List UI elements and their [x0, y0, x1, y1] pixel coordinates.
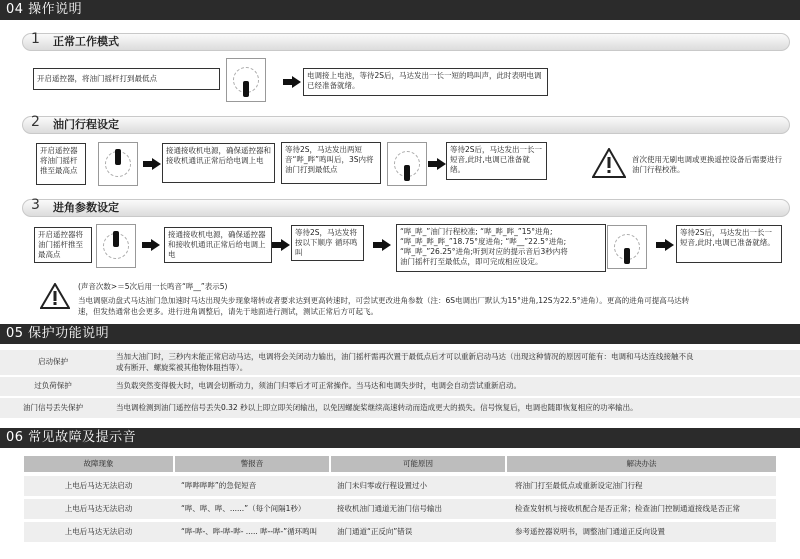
subsection-3-title: 进角参数设定 — [53, 201, 119, 214]
table-header-cause: 可能原因 — [331, 456, 505, 472]
subsection-2-title: 油门行程设定 — [53, 118, 119, 131]
sub3-step1-box: 开启遥控器将油门摇杆推至最高点 — [34, 227, 92, 263]
remote-stick-low-icon — [387, 142, 427, 186]
arrow-icon — [272, 239, 290, 251]
arrow-icon — [143, 158, 161, 170]
sub3-note-line2: 当电调驱动盘式马达油门急加速时马达出现失步现象堵转或者要求达到更高转速时，可尝试更改进角参数（注：6S电调出厂默认为15°进角,12S为22.5°进角）。更高的进角可提高马达转 — [78, 296, 690, 305]
subsection-2-number: 2 — [31, 114, 40, 130]
table-header-alarm: 警报音 — [175, 456, 329, 472]
protection-name: 启动保护 — [38, 357, 68, 366]
sub3-note-line1: (声音次数>＝5次后用一长鸣音“哔__”表示5) — [78, 282, 228, 291]
table-header-symptom: 故障现象 — [24, 456, 173, 472]
table-cell: 参考遥控器说明书，调整油门通道正反向设置 — [515, 527, 665, 536]
warning-icon — [592, 148, 626, 178]
table-cell: 上电后马达无法启动 — [64, 527, 133, 536]
protection-desc-line1: 当电调检测到油门遥控信号丢失0.32 秒以上即立即关闭输出，以免因螺旋桨继续高速转动而造成更大的损失。信号恢复后，电调也随即恢复相应的功率输出。 — [116, 403, 638, 412]
arrow-icon — [142, 239, 160, 251]
table-cell: “哔-哔-、哔-哔-哔- ..... 哔--哔-”循环鸣叫 — [181, 527, 318, 536]
arrow-icon — [373, 239, 391, 251]
subsection-2-header — [22, 116, 790, 134]
section-06-title: 06 常见故障及提示音 — [6, 430, 137, 445]
protection-row — [0, 398, 800, 418]
subsection-1-number: 1 — [31, 31, 40, 47]
table-cell: 油门通道“正反向”错误 — [337, 527, 413, 536]
table-cell: “哔哔哔哔”的急促短音 — [181, 481, 257, 490]
subsection-1-title: 正常工作模式 — [53, 35, 119, 48]
sub2-step4-box: 等待2S后，马达发出一长一短音,此时,电调已准备就绪。 — [446, 142, 547, 180]
subsection-1-header — [22, 33, 790, 51]
sub3-note-line3: 速，但发热通常也会更多。进行进角调整后，请先于地面进行测试，测试正常后方可起飞。 — [78, 307, 378, 316]
remote-stick-low-icon — [226, 58, 266, 102]
sub2-step3-box: 等待2S，马达发出两短音“哔_哔”鸣叫后，3S内将油门打到最低点 — [281, 142, 381, 184]
table-row — [24, 522, 776, 542]
section-06-header — [0, 428, 800, 448]
table-cell: 将油门打至最低点或重新设定油门行程 — [515, 481, 643, 490]
protection-name: 油门信号丢失保护 — [23, 403, 83, 412]
sub3-step3-box: 等待2S，马达发将按以下顺序 循环鸣叫 — [291, 225, 364, 261]
sub2-step2-box: 接通接收机电源，确保遥控器和接收机通讯正常后给电调上电 — [162, 143, 275, 183]
section-05-title: 05 保护功能说明 — [6, 326, 110, 341]
sub3-step4-box — [396, 224, 606, 272]
remote-stick-high-icon — [96, 224, 136, 268]
table-cell: 检查发射机与接收机配合是否正常；检查油门控制通道接线是否正常 — [515, 504, 740, 513]
arrow-icon — [656, 239, 674, 251]
sub2-step1-box: 开启遥控器将油门摇杆推至最高点 — [36, 143, 86, 185]
section-04-header — [0, 0, 800, 20]
arrow-icon — [428, 158, 446, 170]
sub3-step5-box: 等待2S后，马达发出一长一短音,此时,电调已准备就绪。 — [676, 225, 782, 263]
table-cell: 上电后马达无法启动 — [64, 504, 133, 513]
sub2-note: 首次使用无刷电调或更换遥控设备后需要进行油门行程校准。 — [632, 155, 782, 174]
table-row — [24, 476, 776, 496]
arrow-icon — [283, 76, 301, 88]
table-row — [24, 499, 776, 519]
protection-row — [0, 350, 800, 375]
subsection-3-number: 3 — [31, 197, 40, 213]
remote-stick-high-icon — [98, 142, 138, 186]
section-04-title: 04 操作说明 — [6, 2, 83, 17]
table-cell: 接收机油门通道无油门信号输出 — [337, 504, 442, 513]
table-cell: “哔、哔、哔、......”（每个间隔1秒） — [181, 504, 306, 513]
sub3-step4-line3: “哔_哔_”26.25°进角;听到对应的提示音后3秒内将 — [400, 247, 568, 256]
protection-row — [0, 377, 800, 396]
subsection-3-header — [22, 199, 790, 217]
table-cell: 油门未归零或行程设置过小 — [337, 481, 427, 490]
protection-name: 过负荷保护 — [34, 381, 72, 390]
table-cell: 上电后马达无法启动 — [64, 481, 133, 490]
protection-desc-line1: 当负载突然变得极大时，电调会切断动力，须油门归零后才可正常操作。当马达和电调失步时，电调会自动尝试重新启动。 — [116, 381, 521, 390]
sub1-step1-box: 开启遥控器，将油门摇杆打到最低点 — [33, 68, 220, 90]
remote-stick-low-icon — [607, 225, 647, 269]
protection-desc-line1: 当加大油门时，三秒内未能正常启动马达，电调将会关闭动力输出，油门摇杆需再次置于最低点后才可以重新启动马达（出现这种情况的原因可能有：电调和马达连线接触不良 — [116, 352, 694, 361]
section-05-header — [0, 324, 800, 344]
protection-desc-line2: 或有断开、螺旋桨被其他物体阻挡等）。 — [116, 363, 248, 372]
sub3-step4-line2: “哔_哔_哔_哔_”18.75°度进角; “哔__”22.5°进角; — [400, 237, 567, 246]
sub3-step4-line4: 油门摇杆打至最低点，即可完成相应设定。 — [400, 257, 543, 266]
sub1-step2-box: 电调接上电池，等待2S后，马达发出一长一短的鸣叫声，此时表明电调已经准备就绪。 — [303, 68, 548, 96]
sub3-step2-box: 接通接收机电源，确保遥控器和接收机通讯正常后给电调上电 — [164, 227, 272, 263]
table-header-solution: 解决办法 — [507, 456, 776, 472]
sub3-step4-line1: “哔_哔_”油门行程校准; “哔_哔_哔_”15°进角; — [400, 227, 553, 236]
warning-icon — [40, 283, 70, 309]
